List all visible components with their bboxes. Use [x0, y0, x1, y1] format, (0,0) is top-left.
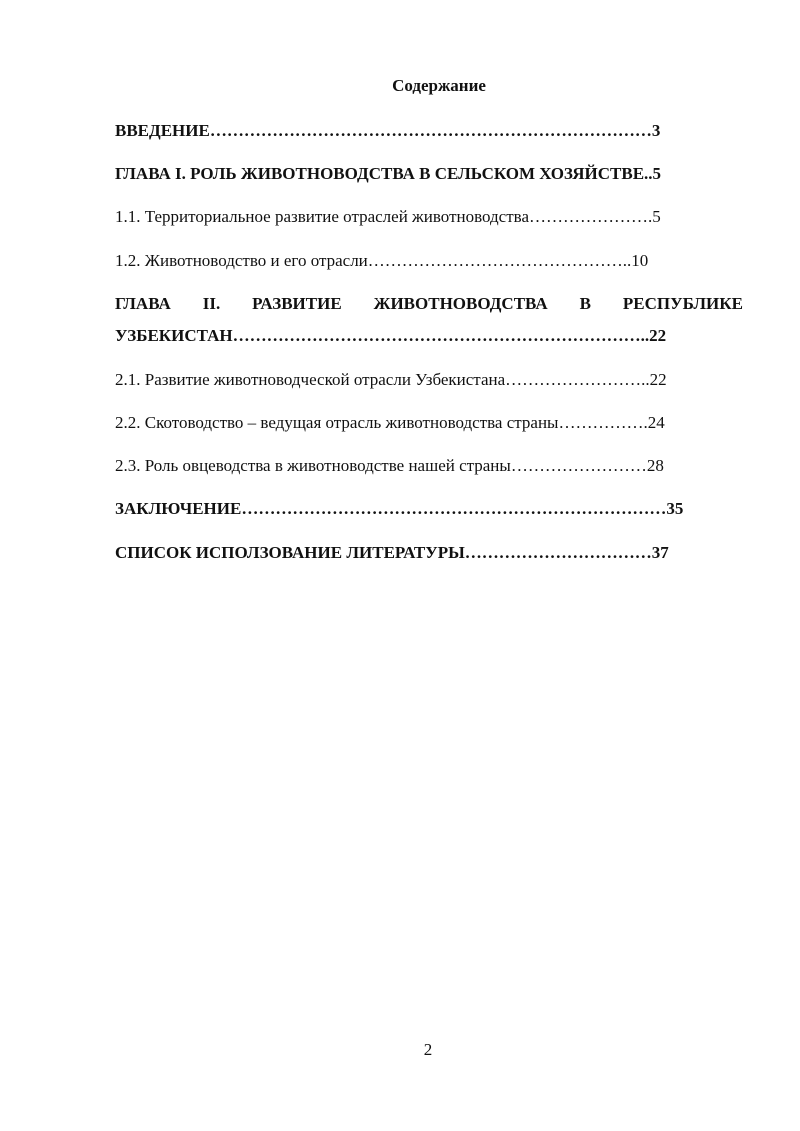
toc-entry-chapter-2-line-2[interactable]: УЗБЕКИСТАН………………………………………………………………..22 — [115, 326, 667, 345]
toc-word: ГЛАВА — [115, 294, 171, 313]
toc-entry-conclusion[interactable]: ЗАКЛЮЧЕНИЕ…………………………………………………………………35 — [115, 499, 684, 518]
toc-entry-2-1[interactable]: 2.1. Развитие животноводческой отрасли Узбекистана……………………..22 — [115, 370, 667, 389]
toc-entry-1-2[interactable]: 1.2. Животноводство и его отрасли………………………………………..10 — [115, 251, 649, 270]
toc-entry-chapter-1[interactable]: ГЛАВА I. РОЛЬ ЖИВОТНОВОДСТВА В СЕЛЬСКОМ ХОЗЯЙСТВЕ..5 — [115, 164, 662, 183]
toc-entry-introduction[interactable]: ВВЕДЕНИЕ……………………………………………………………………3 — [115, 121, 661, 140]
document-title: Содержание — [392, 76, 486, 95]
toc-word: II. — [202, 294, 221, 313]
toc-entry-chapter-2-line-1[interactable] — [115, 293, 743, 315]
toc-word: РАЗВИТИЕ — [252, 294, 342, 313]
toc-word: РЕСПУБЛИКЕ — [622, 294, 743, 313]
toc-entry-2-2[interactable]: 2.2. Скотоводство – ведущая отрасль животноводства страны…………….24 — [115, 413, 665, 432]
toc-word: ЖИВОТНОВОДСТВА — [373, 294, 548, 313]
toc-entry-2-3[interactable]: 2.3. Роль овцеводства в животноводстве нашей страны……………………28 — [115, 456, 664, 475]
toc-entry-1-1[interactable]: 1.1. Территориальное развитие отраслей животноводства………………….5 — [115, 207, 661, 226]
toc-entry-bibliography[interactable]: СПИСОК ИСПОЛЗОВАНИЕ ЛИТЕРАТУРЫ……………………………37 — [115, 543, 669, 562]
toc-word: В — [579, 294, 591, 313]
title-container — [115, 76, 763, 96]
page-number: 2 — [423, 1040, 433, 1059]
